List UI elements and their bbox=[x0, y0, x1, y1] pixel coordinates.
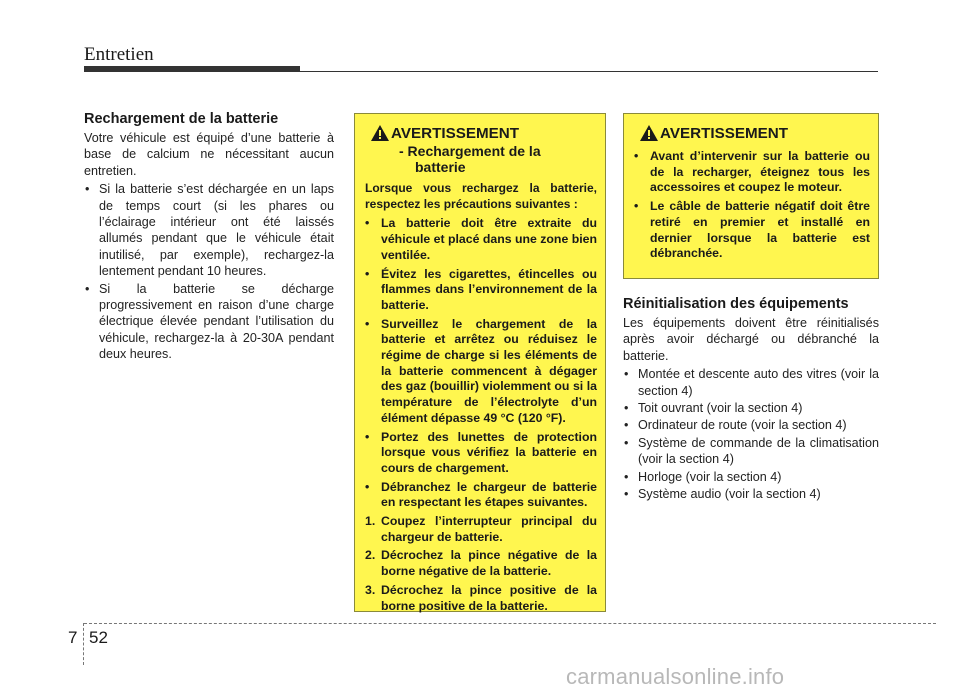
equipment-reset-heading: Réinitialisation des équipements bbox=[623, 296, 849, 312]
battery-recharge-heading: Rechargement de la batterie bbox=[84, 111, 279, 127]
battery-recharge-section bbox=[84, 110, 334, 364]
list-item: • Évitez les cigarettes, étincelles ou flammes dans l’environnement de la batterie. bbox=[365, 267, 597, 314]
equipment-reset-intro: Les équipements doivent être réinitialisés après avoir déchargé ou débranché la batterie. bbox=[623, 316, 879, 363]
list-item: • Le câble de batterie négatif doit être retiré en premier et installé en dernier lorsque la batterie est débranchée. bbox=[634, 199, 870, 262]
step-number: 1. bbox=[365, 514, 376, 529]
list-item: • Système audio (voir la section 4) bbox=[623, 486, 879, 502]
header-rule bbox=[300, 71, 878, 72]
header-bar bbox=[84, 66, 300, 72]
step-text: Décrochez la pince négative de la borne négative de la batterie. bbox=[381, 548, 597, 579]
step-item bbox=[365, 514, 597, 545]
footer-divider bbox=[83, 623, 84, 665]
warning-steps bbox=[365, 514, 597, 614]
page-number: 52 bbox=[89, 628, 108, 647]
step-item bbox=[365, 583, 597, 614]
warning-list bbox=[365, 216, 597, 511]
step-number: 2. bbox=[365, 548, 376, 563]
section-title: Entretien bbox=[84, 44, 154, 65]
step-number: 3. bbox=[365, 582, 376, 597]
warning-title: AVERTISSEMENT bbox=[660, 125, 788, 142]
warning-title: AVERTISSEMENT bbox=[391, 125, 519, 142]
warning-intro: Lorsque vous rechargez la batterie, respectez les précautions suivantes : bbox=[365, 181, 597, 211]
warning-subtitle-cont: batterie bbox=[415, 159, 466, 175]
equipment-reset-section bbox=[623, 295, 879, 503]
battery-recharge-intro: Votre véhicule est équipé d’une batterie à base de calcium ne nécessitant aucun entretien. bbox=[84, 131, 334, 178]
watermark: carmanualsonline.info bbox=[566, 664, 785, 689]
step-text: Décrochez la pince positive de la borne positive de la batterie. bbox=[381, 582, 597, 613]
chapter-number: 7 bbox=[68, 628, 78, 647]
list-item: • Montée et descente auto des vitres (voir la section 4) bbox=[623, 366, 879, 399]
list-item: • Surveillez le chargement de la batterie et arrêtez ou réduisez le régime de charge si les éléments de la batterie commencent à dégager des gaz (bouillir) violemment ou si la température de l’électrolyte d’un élément dépasse 49 °C (120 °F). bbox=[365, 317, 597, 427]
list-item: • Horloge (voir la section 4) bbox=[623, 469, 879, 485]
list-item: • Si la batterie s’est déchargée en un laps de temps court (si les phares ou l’éclairage intérieur ont été laissés allumés pendant que le véhicule était inutilisé, par exemple), rechargez-la lentement pendant 10 heures. bbox=[84, 181, 334, 279]
list-item: • Ordinateur de route (voir la section 4) bbox=[623, 417, 879, 433]
footer-rule bbox=[84, 623, 936, 624]
warning-triangle-icon bbox=[371, 125, 389, 141]
list-item: • Si la batterie se décharge progressivement en raison d’une charge électrique élevée pendant l’utilisation du véhicule, rechargez-la à 20-30A pendant deux heures. bbox=[84, 281, 334, 363]
warning-header bbox=[634, 124, 870, 143]
warning-box-disconnect bbox=[623, 113, 879, 279]
list-item: • La batterie doit être extraite du véhicule et placé dans une zone bien ventilée. bbox=[365, 216, 597, 263]
warning-header bbox=[365, 124, 597, 175]
warning-subtitle: - Rechargement de la bbox=[399, 143, 541, 159]
list-item: • Toit ouvrant (voir la section 4) bbox=[623, 400, 879, 416]
warning-box-recharge bbox=[354, 113, 606, 612]
list-item: • Portez des lunettes de protection lorsque vous vérifiez la batterie en cours de chargement. bbox=[365, 430, 597, 477]
step-item bbox=[365, 548, 597, 579]
step-text: Coupez l’interrupteur principal du chargeur de batterie. bbox=[381, 514, 597, 544]
battery-recharge-list bbox=[84, 181, 334, 362]
warning-triangle-icon bbox=[640, 125, 658, 141]
list-item: • Débranchez le chargeur de batterie en respectant les étapes suivantes. bbox=[365, 480, 597, 511]
list-item: • Avant d’intervenir sur la batterie ou de la recharger, éteignez tous les accessoires et coupez le moteur. bbox=[634, 149, 870, 196]
equipment-reset-list bbox=[623, 366, 879, 502]
warning-list bbox=[634, 149, 870, 262]
list-item: • Système de commande de la climatisation (voir la section 4) bbox=[623, 435, 879, 468]
